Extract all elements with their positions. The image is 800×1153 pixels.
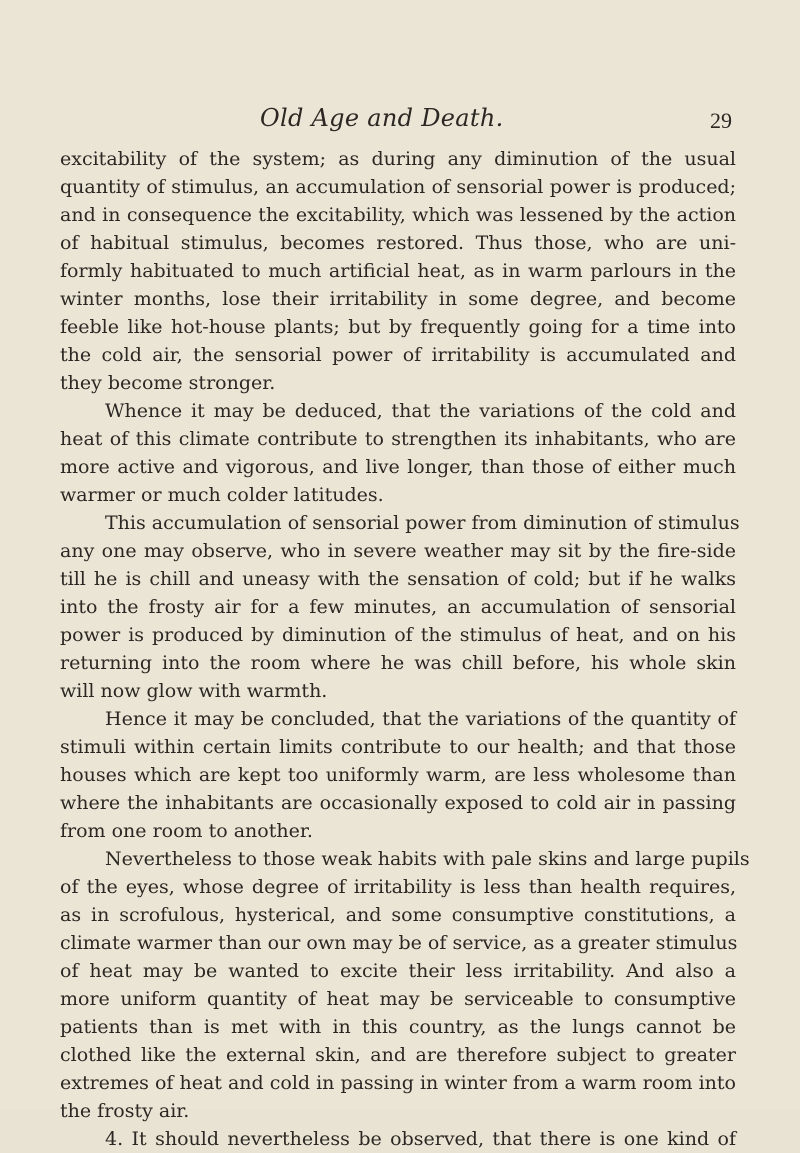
text-line: the cold air, the sensorial power of irritability is accumulated and [60, 344, 736, 366]
page-number: 29 [710, 108, 732, 133]
text-line: Hence it may be concluded, that the variations of the quantity of [105, 708, 736, 730]
text-line: stimuli within certain limits contribute to our health; and that those [60, 736, 736, 758]
body-text [60, 145, 750, 1153]
text-line: will now glow with warmth. [60, 680, 328, 702]
text-line: warmer or much colder latitudes. [60, 484, 384, 506]
text-line: climate warmer than our own may be of service, as a greater stimulus [60, 932, 738, 954]
text-line: any one may observe, who in severe weather may sit by the fire-side [60, 540, 736, 562]
paragraph [60, 509, 740, 705]
text-line: patients than is met with in this country, as the lungs cannot be [60, 1016, 736, 1038]
text-line: returning into the room where he was chill before, his whole skin [60, 652, 736, 674]
paragraph [60, 397, 736, 509]
text-line: the frosty air. [60, 1100, 190, 1122]
text-line: extremes of heat and cold in passing in winter from a warm room into [60, 1072, 736, 1094]
text-line: heat of this climate contribute to strengthen its inhabitants, who are [60, 428, 736, 450]
text-line: they become stronger. [60, 372, 276, 394]
text-line: more uniform quantity of heat may be serviceable to consumptive [60, 988, 736, 1010]
text-line: into the frosty air for a few minutes, an accumulation of sensorial [60, 596, 736, 618]
text-line: and in consequence the excitability, which was lessened by the action [60, 204, 736, 226]
text-line: Whence it may be deduced, that the variations of the cold and [105, 400, 736, 422]
paragraph [60, 705, 736, 845]
text-line: feeble like hot-house plants; but by frequently going for a time into [60, 316, 736, 338]
text-line: clothed like the external skin, and are therefore subject to greater [60, 1044, 736, 1066]
text-line: This accumulation of sensorial power from diminution of stimulus [105, 512, 740, 534]
text-line: till he is chill and uneasy with the sensation of cold; but if he walks [60, 568, 736, 590]
text-line: where the inhabitants are occasionally exposed to cold air in passing [60, 792, 736, 814]
text-line: from one room to another. [60, 820, 313, 842]
running-title: Old Age and Death. [260, 104, 504, 132]
text-line: of the eyes, whose degree of irritability is less than health requires, [60, 876, 736, 898]
text-line: power is produced by diminution of the stimulus of heat, and on his [60, 624, 736, 646]
text-line: houses which are kept too uniformly warm, are less wholesome than [60, 764, 736, 786]
text-line: winter months, lose their irritability in some degree, and become [60, 288, 736, 310]
text-line: excitability of the system; as during any diminution of the usual [60, 148, 736, 170]
paragraph [60, 1125, 736, 1153]
text-line: of heat may be wanted to excite their less irritability. And also a [60, 960, 736, 982]
text-line: quantity of stimulus, an accumulation of sensorial power is produced; [60, 176, 736, 198]
text-line: Nevertheless to those weak habits with pale skins and large pupils [105, 848, 750, 870]
text-line: of habitual stimulus, becomes restored. Thus those, who are uni- [60, 232, 736, 254]
text-line: 4. It should nevertheless be observed, that there is one kind of [105, 1128, 736, 1150]
running-head [60, 104, 760, 138]
text-line: formly habituated to much artificial heat, as in warm parlours in the [60, 260, 736, 282]
paragraph [60, 845, 750, 1125]
text-line: as in scrofulous, hysterical, and some consumptive constitutions, a [60, 904, 736, 926]
text-line: more active and vigorous, and live longer, than those of either much [60, 456, 736, 478]
paragraph [60, 145, 736, 397]
